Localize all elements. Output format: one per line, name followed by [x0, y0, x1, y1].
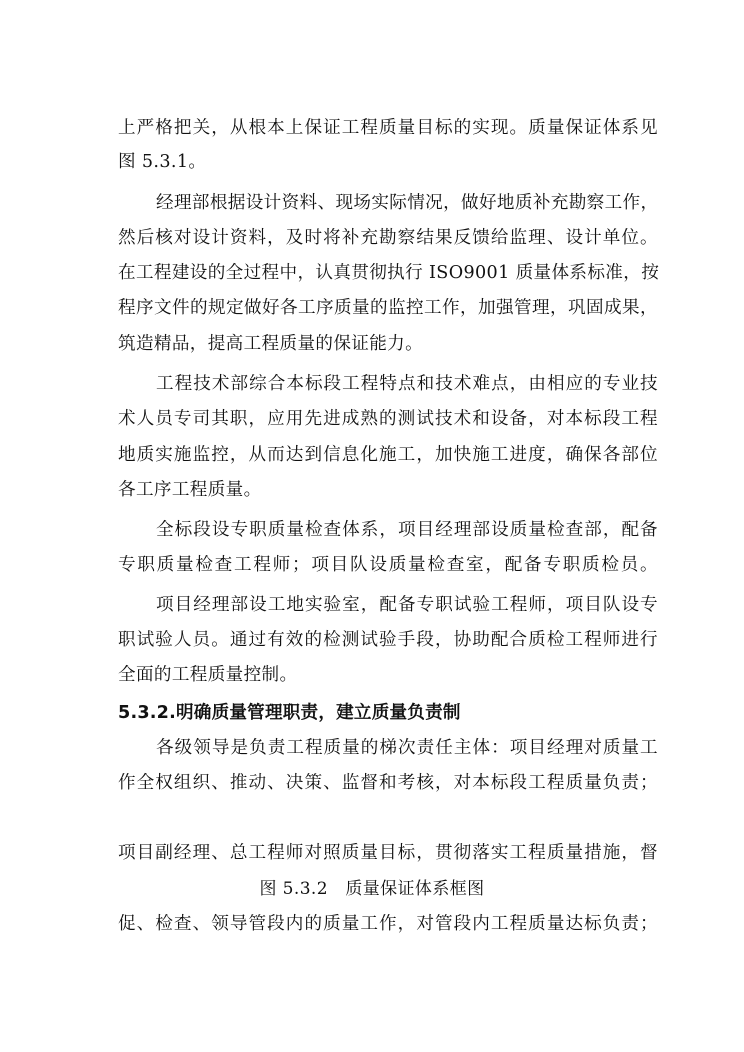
paragraph-line: 全标段设专职质量检查体系，项目经理部设质量检查部，配备 [156, 520, 658, 540]
paragraph-line: 作全权组织、推动、决策、监督和考核，对本标段工程质量负责； [118, 773, 658, 793]
paragraph-line: 促、检查、领导管段内的质量工作，对管段内工程质量达标负责； [118, 914, 658, 934]
paragraph-line: 各工序工程质量。 [118, 480, 262, 500]
paragraph-line: 术人员专司其职，应用先进成熟的测试技术和设备，对本标段工程 [118, 409, 658, 429]
paragraph-line: 上严格把关，从根本上保证工程质量目标的实现。质量保证体系见 [118, 118, 658, 138]
paragraph-line: 职试验人员。通过有效的检测试验手段，协助配合质检工程师进行 [118, 630, 658, 650]
paragraph-line: 经理部根据设计资料、现场实际情况，做好地质补充勘察工作， [156, 193, 659, 213]
paragraph-line: 在工程建设的全过程中，认真贯彻执行 ISO9001 质量体系标准，按 [118, 263, 660, 283]
figure-caption: 图 5.3.2 质量保证体系框图 [259, 879, 485, 899]
section-heading: 5.3.2.明确质量管理职责，建立质量负责制 [118, 703, 461, 723]
paragraph-line: 程序文件的规定做好各工序质量的监控工作，加强管理，巩固成果， [118, 298, 658, 318]
paragraph-line: 专职质量检查工程师；项目队设质量检查室，配备专职质检员。 [118, 555, 658, 575]
paragraph-line: 全面的工程质量控制。 [118, 665, 298, 685]
paragraph-line: 地质实施监控，从而达到信息化施工，加快施工进度，确保各部位 [118, 445, 658, 465]
paragraph-line: 然后核对设计资料，及时将补充勘察结果反馈给监理、设计单位。 [118, 228, 658, 248]
paragraph-line: 各级领导是负责工程质量的梯次责任主体：项目经理对质量工 [156, 738, 658, 758]
paragraph-line: 项目副经理、总工程师对照质量目标，贯彻落实工程质量措施，督 [118, 843, 658, 863]
paragraph-line: 工程技术部综合本标段工程特点和技术难点，由相应的专业技 [156, 374, 658, 394]
paragraph-line: 项目经理部设工地实验室，配备专职试验工程师，项目队设专 [156, 595, 658, 615]
paragraph-line: 筑造精品，提高工程质量的保证能力。 [118, 334, 424, 354]
paragraph-line: 图 5.3.1。 [118, 152, 207, 172]
